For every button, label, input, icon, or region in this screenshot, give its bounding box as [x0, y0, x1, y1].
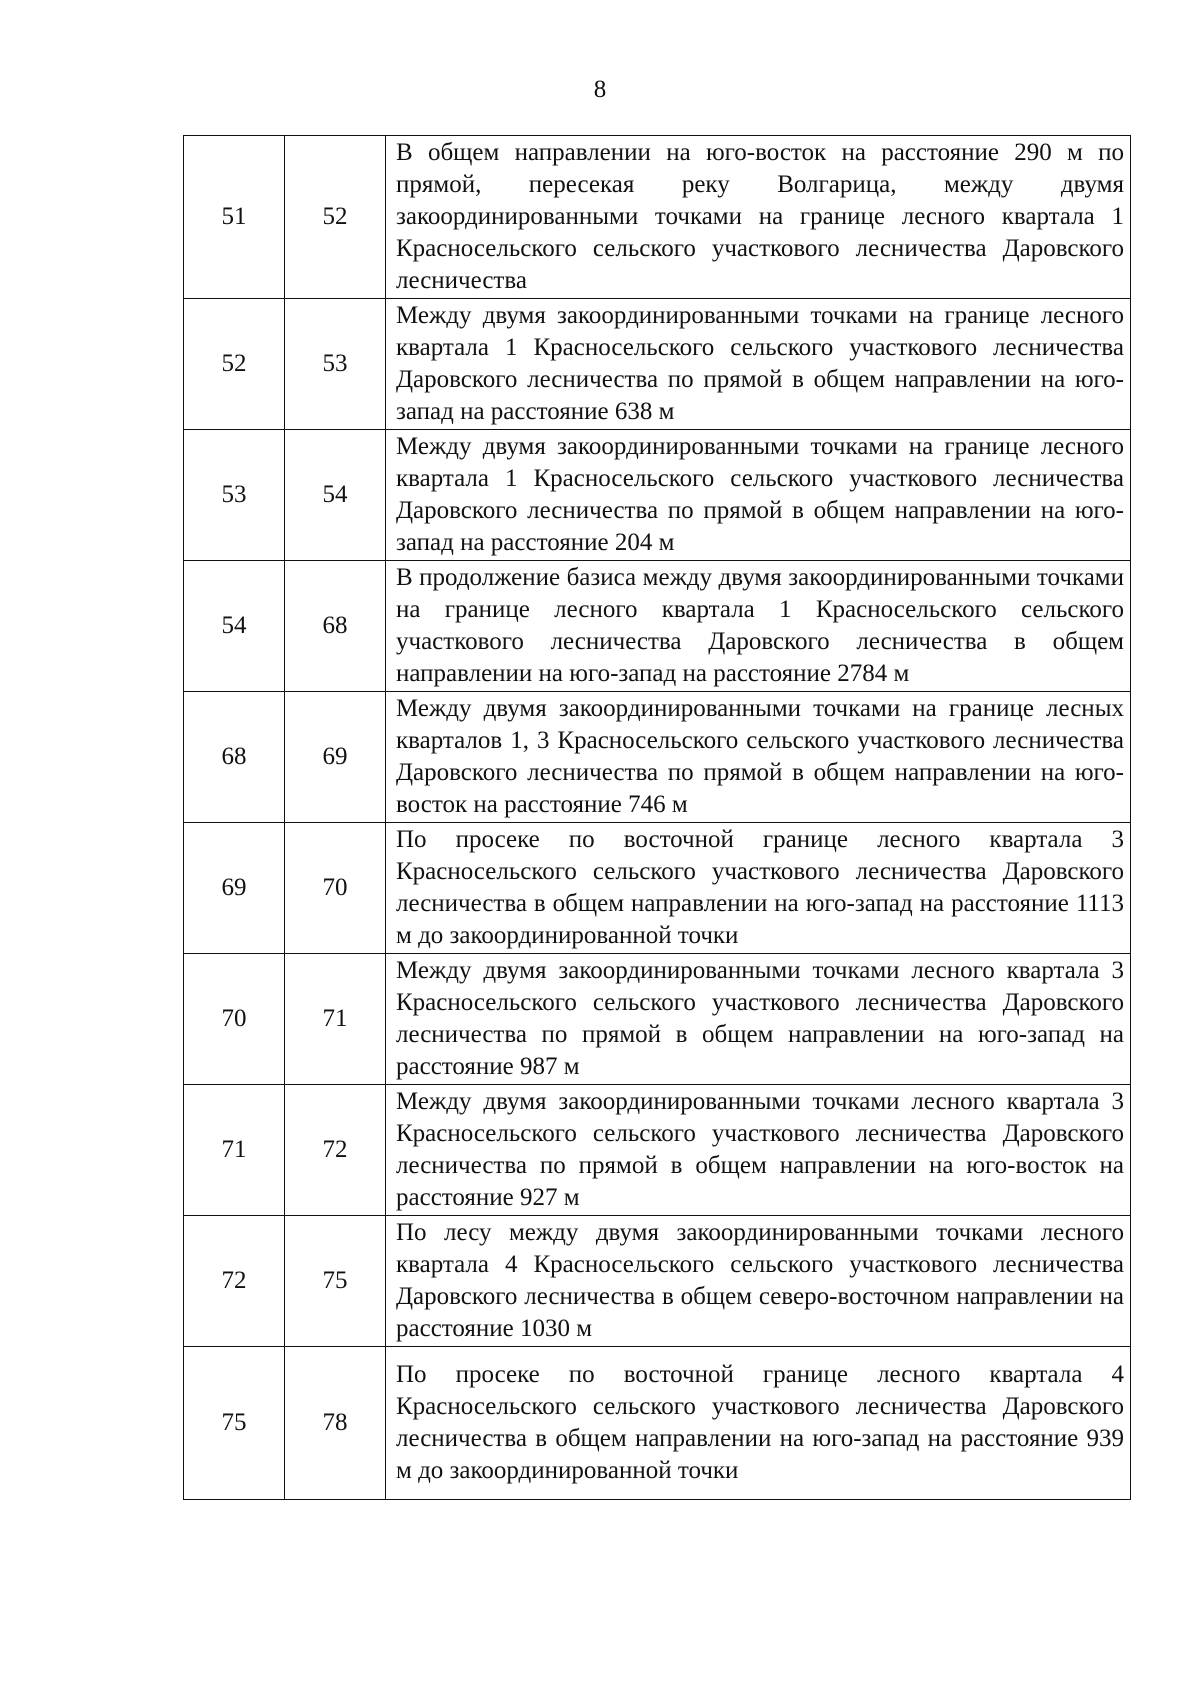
boundary-description-cell: В общем направлении на юго-восток на расстояние 290 м по прямой, пересекая реку Волгарица, между двумя закоординированными точками на границе лесного квартала 1 Красносельского сельского участкового лесничества Даровского лесничества [386, 136, 1131, 299]
table-row [184, 561, 1131, 692]
boundary-description-cell: Между двумя закоординированными точками лесного квартала 3 Красносельского сельского участкового лесничества Даровского лесничества по прямой в общем направлении на юго-восток на расстояние 927 м [386, 1085, 1131, 1216]
table-row [184, 823, 1131, 954]
from-point-cell: 54 [184, 561, 285, 692]
boundary-description-cell: Между двумя закоординированными точками на границе лесного квартала 1 Красносельского сельского участкового лесничества Даровского лесничества по прямой в общем направлении на юго-запад на расстояние 638 м [386, 299, 1131, 430]
from-point-cell: 69 [184, 823, 285, 954]
boundary-description-cell: Между двумя закоординированными точками на границе лесного квартала 1 Красносельского сельского участкового лесничества Даровского лесничества по прямой в общем направлении на юго-запад на расстояние 204 м [386, 430, 1131, 561]
to-point-cell: 70 [285, 823, 386, 954]
boundary-description-cell: Между двумя закоординированными точками лесного квартала 3 Красносельского сельского участкового лесничества Даровского лесничества по прямой в общем направлении на юго-запад на расстояние 987 м [386, 954, 1131, 1085]
boundary-description-table [183, 135, 1131, 1500]
table-row [184, 1216, 1131, 1347]
to-point-cell: 68 [285, 561, 386, 692]
boundary-description-cell: По лесу между двумя закоординированными точками лесного квартала 4 Красносельского сельского участкового лесничества Даровского лесничества в общем северо-восточном направлении на расстояние 1030 м [386, 1216, 1131, 1347]
from-point-cell: 52 [184, 299, 285, 430]
to-point-cell: 53 [285, 299, 386, 430]
from-point-cell: 51 [184, 136, 285, 299]
boundary-description-cell: Между двумя закоординированными точками на границе лесных кварталов 1, 3 Красносельского сельского участкового лесничества Даровского лесничества по прямой в общем направлении на юго-восток на расстояние 746 м [386, 692, 1131, 823]
table-row [184, 430, 1131, 561]
page-number: 8 [593, 76, 607, 103]
to-point-cell: 72 [285, 1085, 386, 1216]
to-point-cell: 71 [285, 954, 386, 1085]
from-point-cell: 68 [184, 692, 285, 823]
boundary-description-cell: По просеке по восточной границе лесного квартала 3 Красносельского сельского участкового лесничества Даровского лесничества в общем направлении на юго-запад на расстояние 1113 м до закоординированной точки [386, 823, 1131, 954]
from-point-cell: 75 [184, 1347, 285, 1500]
boundary-description-cell: По просеке по восточной границе лесного квартала 4 Красносельского сельского участкового лесничества Даровского лесничества в общем направлении на юго-запад на расстояние 939 м до закоординированной точки [386, 1347, 1131, 1500]
to-point-cell: 78 [285, 1347, 386, 1500]
from-point-cell: 70 [184, 954, 285, 1085]
boundary-description-cell: В продолжение базиса между двумя закоординированными точками на границе лесного квартала 1 Красносельского сельского участкового лесничества Даровского лесничества в общем направлении на юго-запад на расстояние 2784 м [386, 561, 1131, 692]
table-row [184, 954, 1131, 1085]
table-row [184, 1085, 1131, 1216]
table-row [184, 136, 1131, 299]
from-point-cell: 53 [184, 430, 285, 561]
table-row [184, 692, 1131, 823]
from-point-cell: 72 [184, 1216, 285, 1347]
table-row [184, 1347, 1131, 1500]
to-point-cell: 69 [285, 692, 386, 823]
from-point-cell: 71 [184, 1085, 285, 1216]
to-point-cell: 52 [285, 136, 386, 299]
to-point-cell: 75 [285, 1216, 386, 1347]
table-row [184, 299, 1131, 430]
to-point-cell: 54 [285, 430, 386, 561]
